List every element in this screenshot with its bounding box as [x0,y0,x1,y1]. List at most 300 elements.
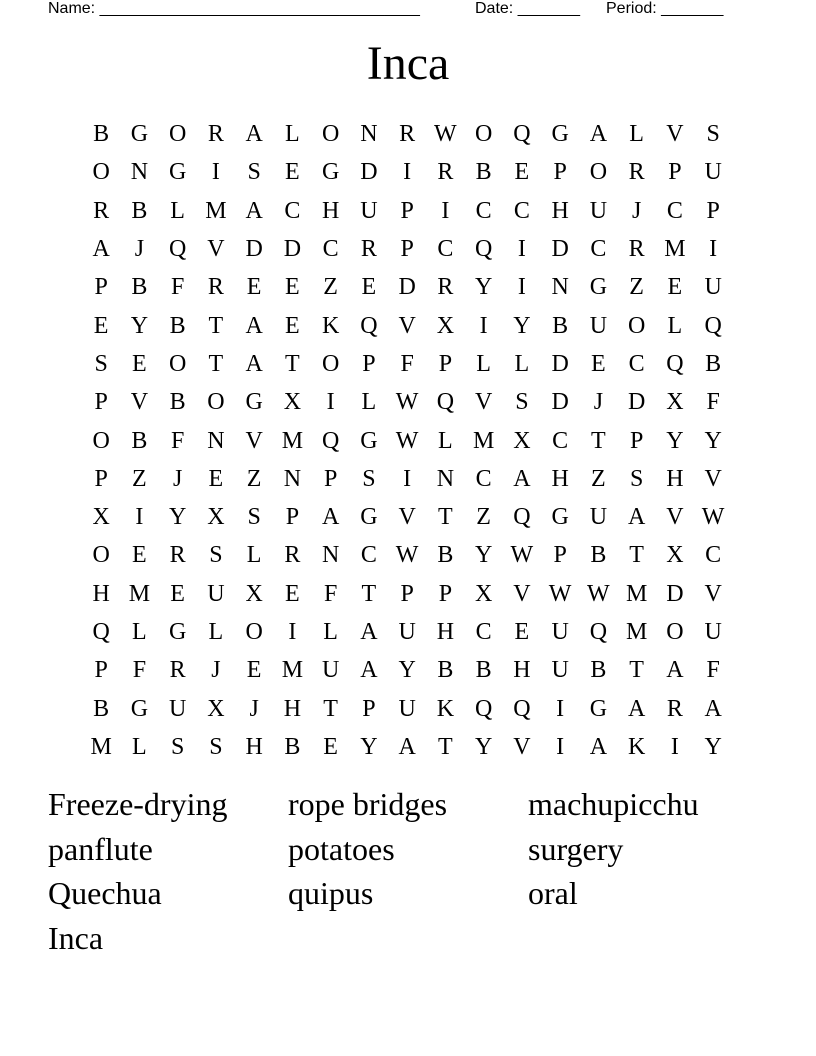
grid-letter: P [629,427,644,454]
word-bank-item: oral [528,875,578,912]
grid-letter: B [169,389,186,416]
grid-letter: L [323,619,338,645]
grid-letter: Q [666,350,684,377]
grid-letter: I [211,159,220,186]
grid-letter: X [207,504,225,531]
grid-letter: C [552,427,569,454]
grid-letter: Q [513,504,531,531]
grid-letter: T [591,427,606,454]
grid-letter: F [706,657,720,684]
grid-letter: E [93,312,109,339]
grid-letter: L [667,312,683,339]
grid-letter: V [666,121,684,148]
grid-letter: E [246,274,262,301]
grid-letter: U [398,619,416,645]
grid-letter: E [514,159,530,186]
grid-letter: C [322,236,339,263]
word-bank [48,782,768,961]
grid-letter: D [551,236,569,263]
grid-letter: P [285,504,300,531]
grid-letter: N [207,427,225,454]
grid-letter: Q [513,695,531,722]
grid-letter: O [92,427,110,454]
grid-letter: I [517,236,526,263]
grid-letter: G [589,274,608,301]
grid-letter: V [704,465,722,492]
grid-letter: N [130,159,149,186]
grid-letter: I [288,619,297,645]
grid-letter: S [515,389,529,416]
grid-letter: P [668,159,682,186]
grid-letter: Q [321,427,340,454]
grid-letter: K [627,733,646,760]
grid-letter: R [284,542,301,569]
grid-letter: P [400,580,414,607]
grid-letter: L [132,733,147,760]
grid-letter: W [395,542,419,569]
grid-letter: W [395,389,419,416]
grid-letter: O [666,619,684,645]
grid-letter: Z [629,274,644,301]
grid-letter: Y [168,504,187,531]
grid-letter: D [551,389,569,416]
grid-letter: Z [246,465,262,492]
grid-letter: A [360,657,378,684]
grid-letter: L [476,350,491,377]
grid-letter: Q [474,695,493,722]
grid-letter: M [128,580,151,607]
grid-letter: X [92,504,110,531]
grid-letter: G [551,504,569,531]
grid-letter: E [323,733,338,760]
grid-letter: M [281,657,304,684]
grid-letter: Y [704,733,722,760]
grid-letter: E [285,274,300,301]
grid-letter: P [362,695,376,722]
grid-letter: B [475,657,492,684]
grid-letter: V [207,236,225,263]
grid-letter: Y [360,733,378,760]
grid-letter: V [513,733,531,760]
grid-letter: Y [130,312,149,339]
grid-letter: H [551,197,569,224]
grid-letter: J [172,465,183,492]
grid-letter: U [551,619,569,645]
grid-letter: C [284,197,301,224]
header-fields [48,0,748,20]
grid-letter: U [704,619,722,645]
grid-letter: C [360,542,377,569]
grid-letter: L [208,619,224,645]
grid-letter: T [285,350,300,377]
grid-letter: B [93,695,110,722]
grid-letter: I [670,733,679,760]
grid-letter: X [436,312,455,339]
grid-letter: U [589,504,608,531]
grid-letter: B [552,312,569,339]
grid-letter: M [90,733,112,760]
grid-letter: A [589,121,608,148]
grid-letter: R [93,197,110,224]
grid-letter: O [321,350,340,377]
grid-letter: Y [666,427,684,454]
grid-letter: S [629,465,644,492]
word-bank-item: surgery [528,830,624,867]
grid-letter: E [132,542,147,569]
grid-letter: I [441,197,450,224]
grid-letter: H [283,695,302,722]
grid-letter: M [664,236,686,263]
grid-letter: L [438,427,453,454]
word-bank-item: Inca [48,920,104,957]
grid-letter: Y [513,312,531,339]
grid-letter: W [701,504,725,531]
grid-letter: P [706,197,720,224]
grid-letter: M [472,427,495,454]
grid-letter: N [321,542,340,569]
grid-letter: E [132,350,147,377]
grid-letter: K [321,312,340,339]
grid-letter: D [245,236,263,263]
grid-letter: V [130,389,149,416]
word-search-grid [82,115,732,766]
grid-letter: S [247,159,261,186]
grid-letter: C [666,197,683,224]
grid-letter: A [627,695,646,722]
grid-letter: Y [398,657,416,684]
grid-letter: D [283,236,302,263]
grid-letter: T [361,580,377,607]
grid-letter: A [245,121,263,148]
grid-letter: F [132,657,147,684]
grid-letter: G [130,121,149,148]
grid-letter: O [474,121,493,148]
grid-letter: B [284,733,301,760]
grid-letter: C [590,236,607,263]
grid-letter: N [360,121,378,148]
grid-letter: A [398,733,416,760]
grid-letter: X [474,580,493,607]
grid-letter: U [398,695,416,722]
grid-letter: R [628,159,645,186]
grid-letter: U [360,197,378,224]
grid-letter: G [168,619,187,645]
grid-letter: I [403,465,412,492]
grid-letter: E [285,312,300,339]
grid-letter: J [631,197,642,224]
grid-letter: A [627,504,646,531]
grid-letter: G [360,504,378,531]
grid-letter: S [94,350,108,377]
grid-letter: P [438,580,453,607]
grid-letter: F [170,427,185,454]
grid-letter: J [134,236,145,263]
grid-letter: E [361,274,377,301]
grid-letter: F [323,580,338,607]
grid-letter: F [170,274,185,301]
word-bank-item: panflute [48,830,153,867]
grid-letter: B [437,542,454,569]
grid-letter: O [168,350,187,377]
grid-letter: D [360,159,378,186]
grid-letter: E [170,580,185,607]
grid-letter: P [553,159,567,186]
grid-letter: E [591,350,606,377]
grid-letter: O [92,159,110,186]
grid-letter: C [437,236,454,263]
grid-letter: B [590,657,607,684]
grid-letter: N [551,274,569,301]
grid-letter: U [207,580,225,607]
grid-letter: O [321,121,340,148]
grid-letter: B [590,542,607,569]
grid-letter: Y [704,427,722,454]
word-bank-item: Freeze-drying [48,786,228,822]
grid-letter: H [245,733,263,760]
grid-letter: Q [474,236,493,263]
grid-letter: O [589,159,608,186]
grid-letter: S [170,733,185,760]
grid-letter: M [625,619,648,645]
name-field-label: Name: ____________________________________ [48,0,420,17]
grid-letter: Y [474,733,493,760]
grid-letter: R [169,657,186,684]
grid-letter: G [360,427,378,454]
grid-letter: Y [474,542,493,569]
grid-letter: Z [476,504,491,531]
grid-letter: M [205,197,227,224]
grid-letter: F [400,350,414,377]
grid-letter: B [437,657,454,684]
grid-letter: B [93,121,110,148]
grid-letter: G [589,695,608,722]
grid-letter: A [245,197,263,224]
grid-letter: U [168,695,187,722]
grid-letter: A [92,236,110,263]
grid-letter: Q [436,389,455,416]
grid-letter: X [513,427,531,454]
grid-letter: C [628,350,645,377]
grid-letter: L [285,121,300,148]
grid-letter: J [593,389,604,416]
grid-letter: J [211,657,221,684]
grid-letter: P [94,465,108,492]
grid-letter: V [513,580,531,607]
grid-letter: A [245,312,263,339]
grid-letter: P [400,236,414,263]
grid-letter: Q [704,312,722,339]
grid-letter: L [170,197,185,224]
grid-letter: C [475,197,492,224]
grid-letter: L [246,542,262,569]
grid-letter: I [556,733,565,760]
grid-letter: A [321,504,340,531]
grid-letter: T [629,542,644,569]
grid-letter: S [247,504,261,531]
grid-letter: M [625,580,648,607]
grid-letter: N [283,465,302,492]
grid-letter: O [627,312,646,339]
grid-letter: I [556,695,565,722]
grid-letter: S [209,733,223,760]
grid-letter: I [135,504,144,531]
grid-letter: H [436,619,455,645]
word-bank-item: rope bridges [288,786,448,822]
word-bank-item: potatoes [288,830,395,867]
grid-letter: Q [589,619,608,645]
grid-letter: X [666,542,684,569]
grid-letter: G [551,121,569,148]
grid-letter: I [709,236,718,263]
grid-letter: E [208,465,224,492]
grid-letter: P [94,657,108,684]
grid-letter: X [207,695,225,722]
grid-letter: D [398,274,416,301]
grid-letter: U [589,312,608,339]
grid-letter: L [629,121,644,148]
grid-letter: P [94,274,108,301]
grid-letter: X [283,389,302,416]
grid-letter: X [666,389,684,416]
grid-letter: G [245,389,263,416]
grid-letter: H [513,657,531,684]
grid-letter: O [207,389,225,416]
grid-letter: P [94,389,108,416]
grid-letter: T [629,657,644,684]
grid-letter: O [168,121,187,148]
grid-letter: E [285,159,300,186]
grid-letter: Z [132,465,147,492]
grid-letter: R [207,274,224,301]
grid-letter: F [706,389,720,416]
grid-letter: H [551,465,569,492]
grid-letter: A [589,733,608,760]
grid-letter: R [399,121,416,148]
grid-letter: A [513,465,531,492]
grid-letter: A [360,619,378,645]
grid-letter: G [130,695,149,722]
grid-letter: T [208,312,224,339]
grid-letter: R [437,274,454,301]
grid-letter: E [514,619,530,645]
grid-letter: D [666,580,684,607]
grid-letter: A [666,657,684,684]
grid-letter: Z [323,274,338,301]
grid-letter: R [207,121,224,148]
grid-letter: L [514,350,530,377]
grid-letter: V [245,427,263,454]
period-field-label: Period: _______ [606,0,724,17]
grid-letter: G [321,159,340,186]
grid-letter: H [92,580,110,607]
grid-letter: U [704,159,722,186]
grid-letter: J [249,695,259,722]
date-field-label: Date: _______ [475,0,580,17]
grid-letter: V [666,504,684,531]
grid-letter: S [362,465,376,492]
grid-letter: E [246,657,262,684]
grid-letter: I [403,159,412,186]
grid-letter: W [395,427,419,454]
grid-letter: A [245,350,263,377]
grid-letter: U [321,657,340,684]
word-bank-item: quipus [288,875,374,912]
grid-letter: H [666,465,684,492]
grid-letter: Q [513,121,531,148]
grid-letter: T [438,733,453,760]
grid-letter: Z [591,465,606,492]
grid-letter: L [361,389,377,416]
grid-letter: T [208,350,224,377]
grid-letter: A [704,695,722,722]
grid-letter: E [285,580,300,607]
grid-letter: O [245,619,263,645]
grid-letter: P [362,350,376,377]
grid-letter: R [666,695,683,722]
grid-letter: R [437,159,454,186]
grid-letter: Y [474,274,493,301]
grid-letter: B [131,274,148,301]
grid-letter: S [706,121,720,148]
grid-letter: C [705,542,722,569]
grid-letter: V [474,389,493,416]
grid-letter: R [628,236,645,263]
word-bank-item: machupicchu [528,786,699,822]
grid-letter: W [587,580,610,607]
grid-letter: V [398,312,416,339]
grid-letter: L [132,619,147,645]
grid-letter: M [281,427,304,454]
grid-letter: W [510,542,534,569]
grid-letter: H [321,197,340,224]
grid-letter: W [434,121,457,148]
grid-letter: D [551,350,569,377]
grid-letter: G [168,159,187,186]
grid-letter: B [705,350,722,377]
word-bank-item: Quechua [48,875,162,912]
grid-letter: P [553,542,567,569]
grid-letter: T [323,695,338,722]
grid-letter: Q [168,236,187,263]
grid-letter: B [475,159,492,186]
grid-letter: R [360,236,377,263]
grid-letter: B [131,197,148,224]
page-title: Inca [366,37,450,90]
grid-letter: O [92,542,110,569]
grid-letter: P [323,465,338,492]
grid-letter: V [398,504,416,531]
grid-letter: B [169,312,186,339]
grid-letter: I [517,274,526,301]
grid-letter: K [436,695,455,722]
grid-letter: X [245,580,263,607]
grid-letter: P [438,350,453,377]
grid-letter: Q [360,312,378,339]
grid-letter: B [131,427,148,454]
grid-letter: C [475,465,492,492]
grid-letter: S [209,542,223,569]
grid-letter: D [627,389,646,416]
grid-letter: C [513,197,530,224]
grid-letter: V [704,580,722,607]
grid-letter: I [479,312,488,339]
grid-letter: E [667,274,683,301]
grid-letter: U [589,197,608,224]
grid-letter: T [438,504,453,531]
grid-letter: I [326,389,335,416]
grid-letter: W [548,580,572,607]
grid-letter: P [400,197,414,224]
